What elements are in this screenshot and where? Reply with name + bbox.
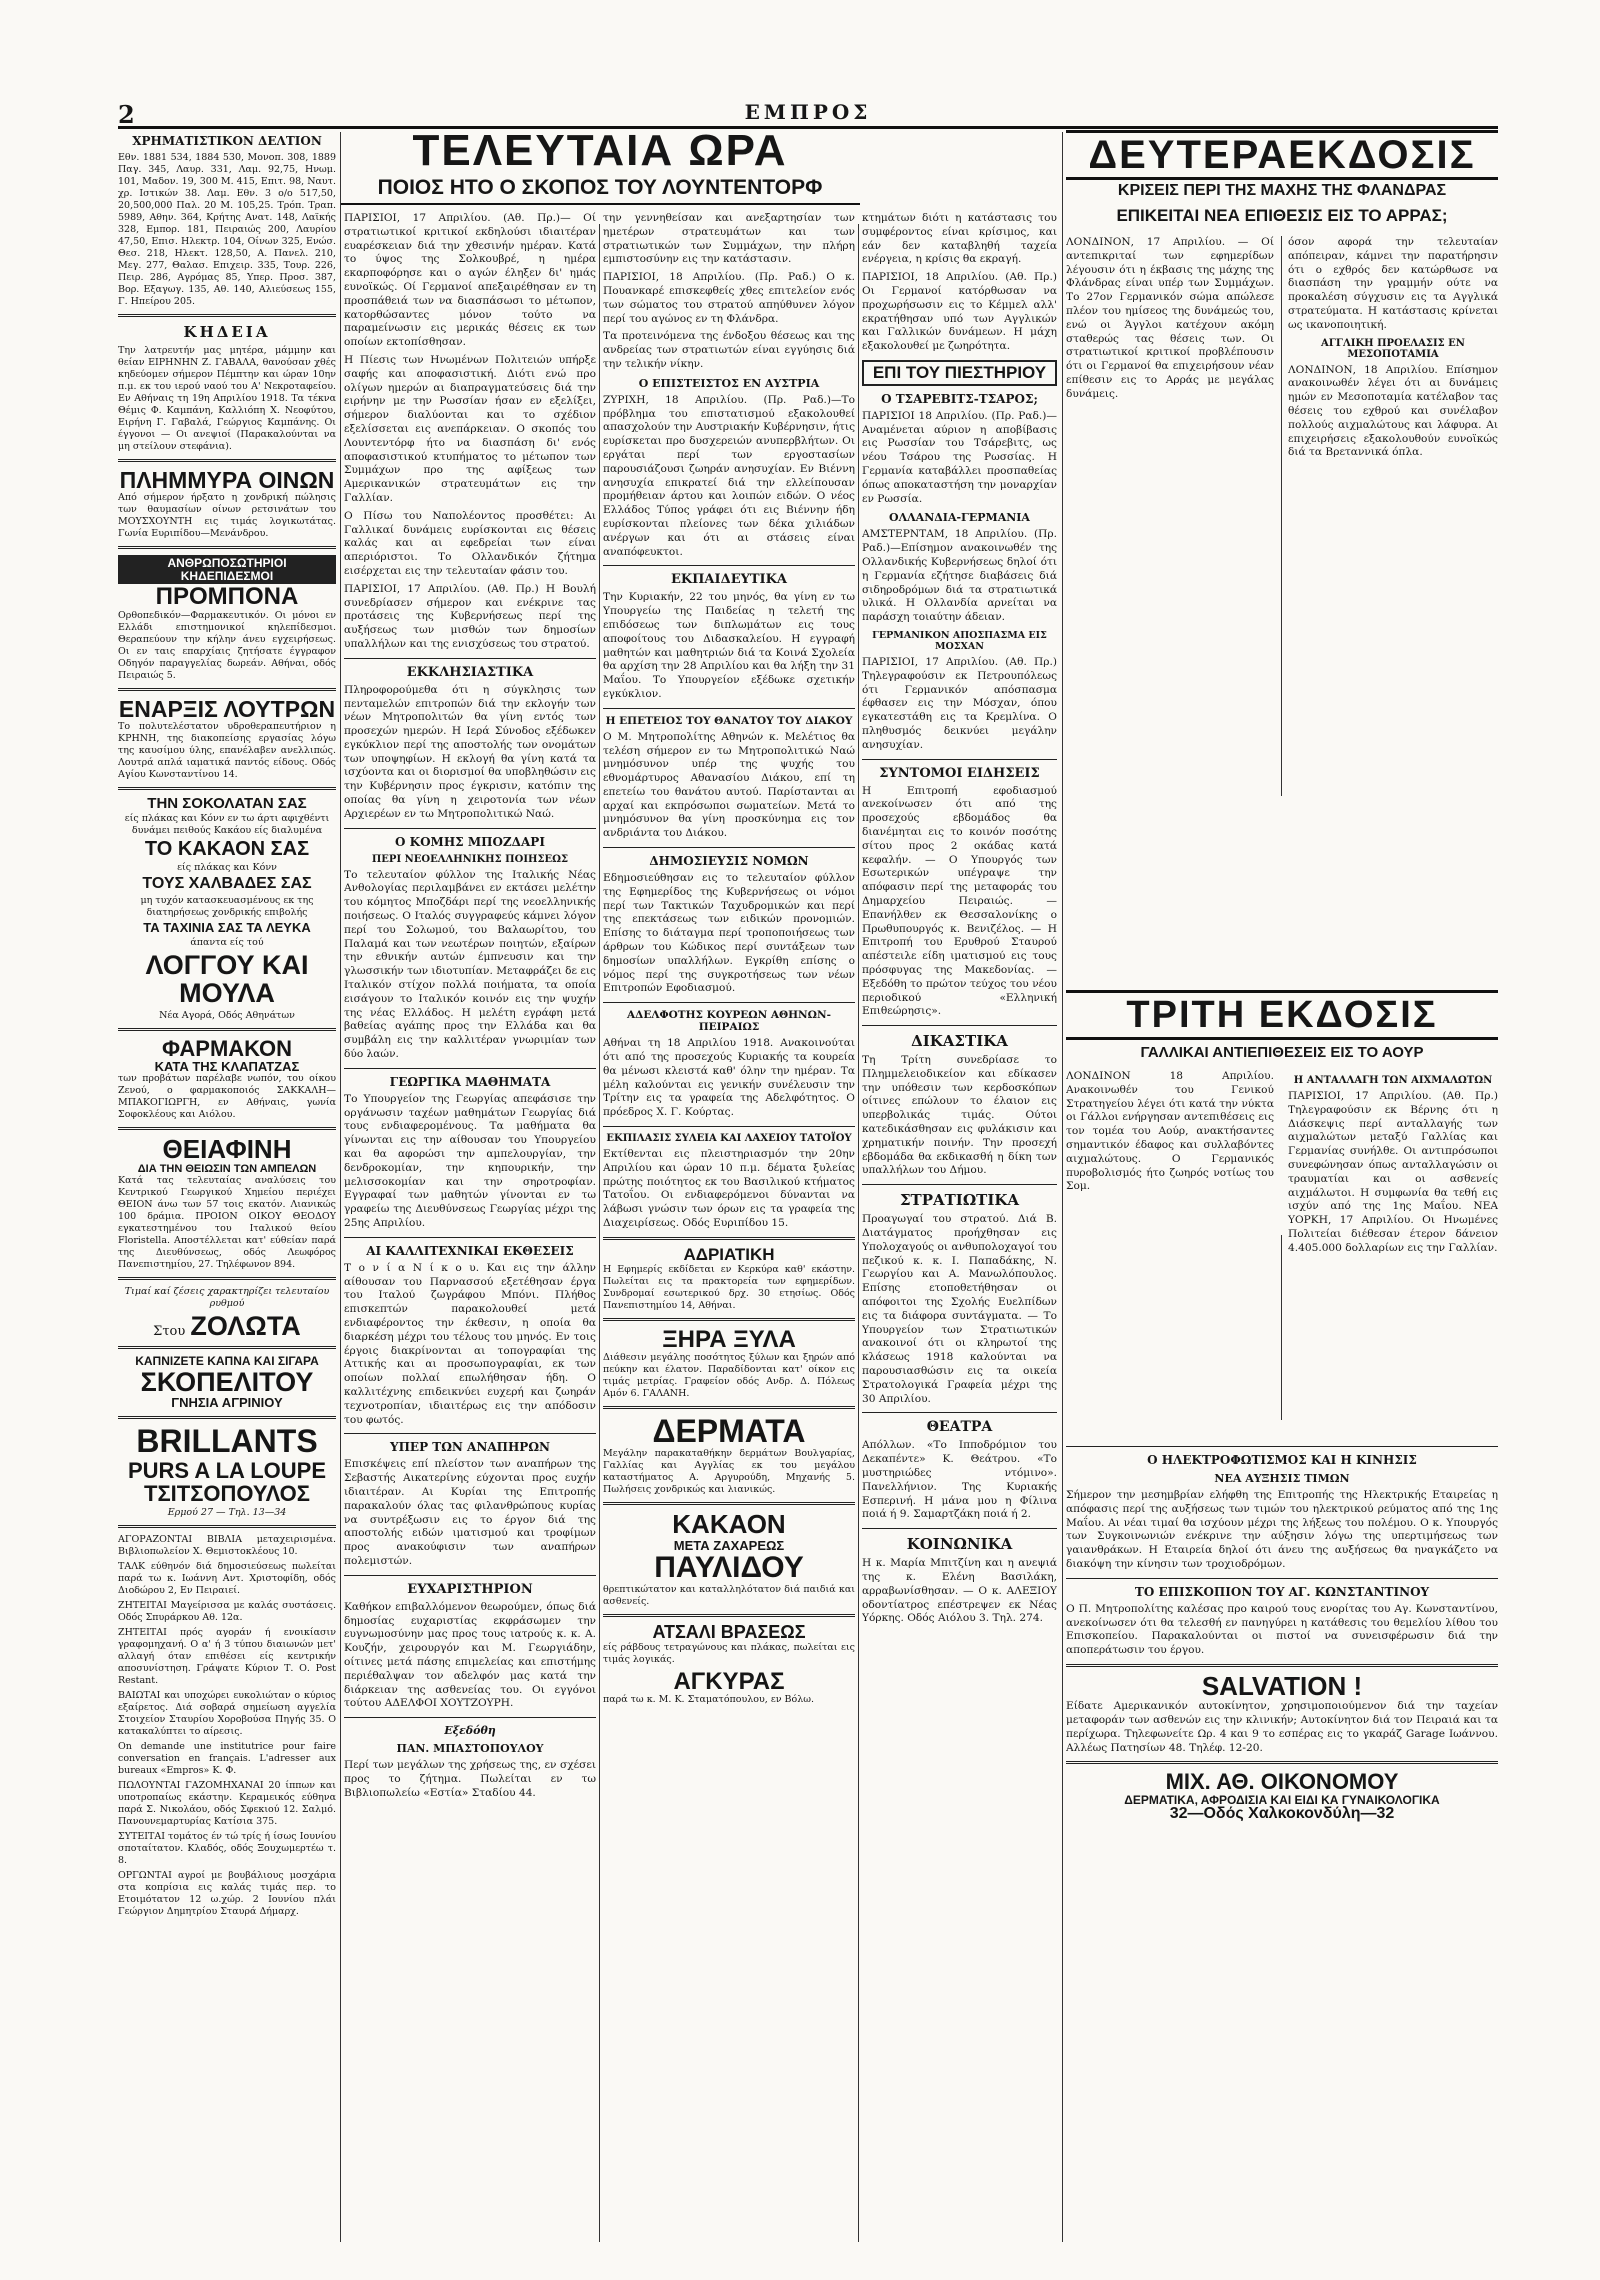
steel-text: είς ράβδους τετραγώνους και πλάκας, πωλείται εις τιμάς λογικάς. [603, 1641, 855, 1665]
steel-title: ΑΤΣΑΛΙ ΒΡΑΣΕΩΣ [652, 1621, 806, 1642]
classified-ad: ΑΓΟΡΑΖΟΝΤΑΙ ΒΙΒΛΙΑ μεταχειρισμένα. Βιβλιοπωλείον Χ. Θεμιστοκλέους 10. [118, 1533, 336, 1557]
cocoa-subtitle: ΜΕΤΑ ΖΑΧΑΡΕΩΣ [673, 1537, 785, 1553]
column-rule [1062, 132, 1063, 2242]
column-rule [858, 224, 859, 2242]
zolota-ad [118, 1312, 336, 1340]
church-text: Πληροφορούμεθα ότι η σύγκλησις των πενταμελών επιτροπών διά την εκλογήν των νέων Μητροπολιτών θα γίνη εντός των προσεχών ημερών. Η Ιερά Σύνοδος εξέδωκεν εγκύκλιον περί της αποστολής των ονομάτων των υποψηφίων. Η εκλογή θα γίνη κατά τα ισχύοντα και οι διορισμοί θα υποβληθώσιν εις την Κυβέρνησιν προς έγκρισιν, κατόπιν της οποίας θα γίνη η χειροτονία των νέων Αρχιερέων εν τω Μητροπολιτικώ Ναώ. [344, 683, 596, 820]
brief-text: Η Επιτροπή εφοδιασμού ανεκοίνωσεν ότι από της προσεχούς εβδομάδος θα διανέμηται εις το κοινόν ποσότης σίτου προς 2 οκάδας κατά κεφαλήν. — Ο Υπουργός των Εσωτερικών υπέγραψε την απόφασιν περί της μεταφοράς του Δημαρχείου Πειραιώς. — Επανήλθεν εκ Θεσσαλονίκης ο Πρωθυπουργός κ. Βενιζέλος. — Η Επιτροπή του Ερυθρού Σταυρού απέστειλε είδη ιματισμού εις τους πρόσφυγας της Μακεδονίας. — Εξεδόθη το πρώτον τεύχος του νέου περιοδικού «Ελληνική Επιθεώρησις». [862, 784, 1057, 1018]
masthead [118, 100, 1498, 129]
sulfur-text: Κατά τας τελευταίας αναλύσεις του Κεντρικού Γεωργικού Χημείου περιέχει ΘΕΙΟΝ άνω των 57 τοις εκατόν. Λιανικώς 100 δράμια. ΠΡΟΙΟΝ ΟΙΚΟΥ ΘΕΟΔΟΥ εγκατεστημένου του Ιταλικού θείου Floristella. Αποστέλλεται κατ' εύθείαν παρά της Διευθύνσεως, οδός Λεωφόρος Πανεπιστημίου, 27. Τηλέφωνον 894. [118, 1175, 336, 1271]
thanks-title: ΕΥΧΑΡΙΣΤΗΡΙΟΝ [407, 1581, 533, 1597]
sulfur-title: ΘΕΙΑΦΙΝΗ [162, 1134, 292, 1165]
social-title: ΚΟΙΝΩΝΙΚΑ [906, 1535, 1013, 1554]
funeral-text: Την λατρευτήν μας μητέρα, μάμμην και θείαν ΕΙΡΗΝΗΝ Ζ. ΓΑΒΑΛΑ, θανούσαν χθές κηδεύομεν σήμερον Πέμπτην και ώραν 10ην π.μ. εκ του ιερού ναού του Α' Νεκροταφείου. Εν Αθήναις τη 19η Απριλίου 1918. Τα τέκνα Θέμις Φ. Καμπάνη, Καλλιόπη Χ. Νεοφύτου, Ειρήνη Γ. Γαβαλά, Γεώργιος Καμπάνης. Οι έγγονοι — Οι ανεψιοί (Παρακαλούνται να μη στείλουν στεφάνια). [118, 345, 336, 452]
choc-line-1: ΤΗΝ ΣΟΚΟΛΑΤΑΝ ΣΑΣ [147, 794, 307, 812]
leather-title: ΔΕΡΜΑΤΑ [652, 1412, 806, 1449]
choc-line-5: ΛΟΓΓΟΥ ΚΑΙ ΜΟΥΛΑ [145, 949, 309, 1009]
art-title: ΑΙ ΚΑΛΛΙΤΕΧΝΙΚΑΙ ΕΚΘΕΣΕΙΣ [366, 1243, 574, 1258]
military-text: Προαγωγαί του στρατού. Διά Β. Διατάγματος προήχθησαν εις Υπολοχαγούς οι ανθυπολοχαγοί του πεζικού κ. κ. Ι. Παπαδάκης, Ν. Γεωργίου και Α. Μανωλόπουλος. Επίσης ετοποθετήθησαν οι απόφοιτοι της Σχολής Ευελπίδων εις τα διάφορα συντάγματα. — Το Υπουργείον των Στρατιωτικών ανακοινοί ότι οι κληρωτοί της κλάσεως 1918 καλούνται να παρουσιασθώσιν εις τα οικεία Στρατολογικά Γραφεία μέχρι της 30 Απριλίου. [862, 1213, 1057, 1405]
classified-ad: ΖΗΤΕΙΤΑΙ πρός αγοράν ή ενοικίασιν γραφομηχανή. Ο α' ή 3 τύπου διαιωνών μετ' αλλαγή όταν επιθέσει είς κεντρικήν αποσυνίστηση. Γράψατε Κύριον Τ. Ο. Post Restant. [118, 1626, 336, 1686]
cocoa-title: ΚΑΚΑΟΝ [672, 1509, 786, 1540]
theatres-title: ΘΕΑΤΡΑ [926, 1419, 993, 1436]
choc-line-2-sub: είς πλάκας και Κόνν [177, 862, 277, 874]
salvation-text: Είδατε Αμερικανικόν αυτοκίνητον, χρησιμοποιούμενον διά την ταχείαν μεταφοράν των ασθενών εις την κλινικήν; Αυτοκίνητον διά τον Πειραιά και τα περίχωρα. Τηλεφωνείτε Ωρ. 4 και 9 το εσπέρας εις το γκαράζ Garage Ιωάννου. Αλλέως Πατησίων 48. Τηλέφ. 12-20. [1066, 1700, 1498, 1754]
holland-title: ΟΛΛΑΝΔΙΑ-ΓΕΡΜΑΝΙΑ [889, 511, 1030, 525]
second-edition-banner: ΔΕΥΤΕΡΑΕΚΔΟΣΙΣ [1066, 130, 1498, 180]
column-5-middle [1066, 1070, 1498, 1430]
news-dispatch: ΠΑΡΙΣΙΟΙ, 17 Απριλίου. (Αθ. Πρ.)— Οί στρατιωτικοί κριτικοί εκδηλούσι ιδιαιτέραν ευαρέσκειαν διά την χθεσινήν ημέραν. Κατά το ύψος της Σολκουβρέ, η ημέρα εκαρποφόρησε και ο αγών έληξεν δι' ημάς ευνοϊκώς. Οί Γερμανοί απεξαιρέθησαν εν τη προσπάθειά των να διασπάσωσι το μέτωπον, κατορθώσαντες μόνον τούτο να παραμείνωσιν εις μερικάς θέσεις εκ των οποίων εκτοπίσθησαν. [344, 212, 596, 349]
edu-text: Την Κυριακήν, 22 του μηνός, θα γίνη εν τω Υπουργείω της Παιδείας η τελετή της επιδόσεως των διπλωμάτων εις τους αποφοίτους του Διδασκαλείου. Η εγγραφή μαθητών και μαθητριών διά τα Κοινά Σχολεία θα αρχίση την 28 Απριλίου και θα λήξη την 31 Μαΐου. Το Υπουργείον εξέδωκε σχετικήν εγκύκλιον. [603, 591, 855, 700]
finance-text: Εθν. 1881 534, 1884 530, Μονοπ. 308, 1889 Παγ. 345, Λαυρ. 331, Λαμ. 92,75, Ηνωμ. 101, Μαδον. 19, 300 Μ. 415, Επιτ. 98, Ναυτ. χρ. Ιστικών 38. Λαμ. Εθν. 3 ο/ο 517,50, 20,500,000 Παλ. 20 Μ. 105,25. Τρόπ. Τραπ. 5989, Αθην. 364, Κρήτης Ανατ. 148, Λαϊκής 328, Εμπορ. 181, Πειραιώς 200, Λαυρίου 47,50, Επισ. Ηλεκτρ. 104, Οίνων 325, Ενώσ. Θεσ. 218, Ηλεκτ. 128,50, Α. Πανελ. 210, Μεγ. 277, Θαλασ. Επιχειρ. 335, Τουρ. 226, Πειρ. 286, Αγρόμας 85, Υπερ. Προσ. 387, Βορ. Εξαγωγ. 135, Αθ. 140, Αλιεύσεως 155, Γ. Ηπείρου 205. [118, 152, 336, 307]
feast-title: ΤΟ ΕΠΙΣΚΟΠΙΟΝ ΤΟΥ ΑΓ. ΚΩΝΣΤΑΝΤΙΝΟΥ [1134, 1584, 1430, 1599]
pharmacy-subtitle: ΚΑΤΑ ΤΗΣ ΚΛΑΠΑΤΖΑΣ [154, 1058, 300, 1074]
news-dispatch: ΠΑΡΙΣΙΟΙ, 18 Απριλίου. (Αθ. Πρ.) Οι Γερμανοί κατόρθωσαν να προχωρήσωσιν εις το Κέμμελ αλλ' εκρατήθησαν υπό των Αγγλικών και Γαλλικών δυνάμεων. Η μάχη εξακολουθεί με ζωηρότητα. [862, 271, 1057, 353]
cigarettes-title: ΚΑΠΝΙΖΕΤΕ ΚΑΠΝΑ ΚΑΙ ΣΙΓΑΡΑ [135, 1354, 319, 1369]
leather-text: Μεγάλην παρακαταθήκην δερμάτων Βουλγαρίας, Γαλλίας και Αγγλίας εκ του μεγάλου καταστήματος Α. Αργυρούδη, Μηχανής 5. Πωλήσεις χονδρικώς και λιανικώς. [603, 1448, 855, 1496]
cocoa-name: ΠΑΥΛΙΔΟΥ [654, 1551, 804, 1585]
doctor-name: ΜΙΧ. ΑΘ. ΟΙΚΟΝΟΜΟΥ [1165, 1769, 1399, 1795]
laws-text: Εδημοσιεύθησαν εις το τελευταίον φύλλον της Εφημερίδος της Κυβερνήσεως οι νόμοι περί των Τακτικών Ταχυδρομικών και περί της επεκτάσεως των ειδικών προνομιών. Επίσης το διάταγμα περί τροποποιήσεως των άρθρων του Κώδικος περί συντάξεων των δημοσίων υπαλλήλων. Εγκρίθη επίσης ο νόμος περί της συγκροτήσεως των νέων Επιτροπών Εφοδιασμού. [603, 872, 855, 995]
press-box [862, 360, 1057, 386]
brillants-line-2: PURS A LA LOUPE [127, 1457, 326, 1483]
column-5-top [1066, 236, 1498, 796]
choc-line-3-sub: μη τυχόν κατασκευασμένους εκ της διατηρήσεως χονδρικής επιβολής [140, 895, 314, 919]
doctor-specialty: ΔΕΡΜΑΤΙΚΑ, ΑΦΡΟΔΙΣΙΑ ΚΑΙ ΕΙΔΙ ΚΑ ΓΥΝΑΙΚΟΛΟΓΙΚΑ [1124, 1792, 1440, 1807]
orphans-title: ΥΠΕΡ ΤΩΝ ΑΝΑΠΗΡΩΝ [390, 1440, 550, 1455]
choc-line-1-sub: είς πλάκας και Κόνν εν τω άρτι αφιχθέντι δυνάμει πειθούς Κακάου είς διαλυμένα [124, 813, 330, 837]
column-3 [603, 212, 855, 2242]
press-title: ΕΠΙ ΤΟΥ ΠΙΕΣΤΗΡΙΟΥ [872, 362, 1047, 382]
page-number: 2 [118, 100, 135, 129]
classified-ad: ΣΥΤΕΙΤΑΙ τομάτος έν τώ τρίς ή ίσως Ιουνίου σποταίτατον. Κλαδός, οδός Ξουχωμερτέω τ. 8. [118, 1830, 336, 1866]
military-title: ΣΤΡΑΤΙΩΤΙΚΑ [899, 1191, 1020, 1210]
orphans-text: Επισκέψεις επί πλείστον των αναπήρων της Σεβαστής Αικατερίνης εύχονται προς ευχήν ιδιαιτέραν. Αι Κυρίαι της Επιτροπής παρακαλούν όλας τας φιλανθρώπους κυρίας να συντρέξωσιν εις το έργον διά της αποστολής ειδών ιματισμού και τροφίμων προς ανακούφισιν των αναπήρων πολεμιστών. [344, 1458, 596, 1567]
lottery-text: Εκτίθενται εις πλειστηριασμόν την 20ην Απριλίου και ώραν 10 π.μ. δέματα ξυλείας πρώτης ποιότητος εκ του Βασιλικού κτήματος Τατοΐου. Οι ενδιαφερόμενοι δύνανται να λάβωσι γνώσιν των όρων εις τα γραφεία της Διαχειρίσεως. Οδός Ευριπίδου 15. [603, 1148, 855, 1230]
pharmacy-title: ΦΑΡΜΑΚΟΝ [161, 1035, 293, 1061]
salvation-title: SALVATION ! [1201, 1670, 1363, 1701]
third-edition-lead: ΛΟΝΔΙΝΟΝ 18 Απριλίου. Ανακοινωθέν του Γενικού Στρατηγείου λέγει ότι κατά την νύκτα οι Γάλλοι ενήργησαν αντεπιθέσεις εις τον τομέα του Αούρ, ανακτήσαντες σημαντικόν έδαφος και συλλαβόντες αιχμαλώτους. Ο Γερμανικός πυροβολισμός ήτο ζωηρός νοτίως του Σομ. [1066, 1070, 1274, 1193]
agri-text: Το Υπουργείον της Γεωργίας απεφάσισε την οργάνωσιν ταχέων μαθημάτων Γεωργίας διά τους ενδιαφερομένους. Τα μαθήματα θα γίνωνται εις την αίθουσαν του Υπουργείου και θα αφορώσι την αμπελουργίαν, την δενδροκομίαν, την κηπουρικήν, την μελισσοκομίαν και την σηροτροφίαν. Εγγραφαί των μαθητών γίνονται εν τω γραφείω της Διευθύνσεως Γεωργίας μέχρι της 25ης Απριλίου. [344, 1092, 596, 1229]
classified-ad: ΖΗΤΕΙΤΑΙ Μαγείρισσα με καλάς συστάσεις. Οδός Σπυράρκου Αθ. 12α. [118, 1599, 336, 1623]
publisher-text: Περί των μεγάλων της χρήσεως της, εν σχέσει προς το ζήτημα. Πωλείται εν τω Βιβλιοπωλείω «Εστία» Σταδίου 44. [344, 1759, 596, 1799]
church-title: ΕΚΚΛΗΣΙΑΣΤΙΚΑ [406, 664, 534, 680]
news-dispatch: Η Πίεσις των Ηνωμένων Πολιτειών υπήρξε σαφής και αποφασιστική. Διότι ενώ προ ολίγων ημερών αι διαπραγματεύσεις διά την ειρήνην με την Ρωσσίαν ήσαν εν εξελίξει, σήμερον διαλύονται και το σχέδιον εξελίσσεται εις ανεπάρκειαν. Ο σκοπός του Λουντεντόρφ ήτο να διασπάση δι' ενός αποφασιστικού κτυπήματος το μέτωπον των Συμμάχων προ της αφίξεως των Αμερικανικών στρατευμάτων εις την Γαλλίαν. [344, 353, 596, 504]
holland-text: ΑΜΣΤΕΡΝΤΑΜ, 18 Απριλίου. (Πρ. Ραδ.)—Επίσημον ανακοινωθέν της Ολλανδικής Κυβερνήσεως δηλοί ότι η Γερμανία εζήτησε διαβάσεις διά σιδηροδρόμων διά τα στρατιωτικά υλικά. Η Ολλανδία αρνείται να παράσχη τοιαύτην άδειαν. [862, 528, 1057, 624]
news-dispatch: κτημάτων διότι η κατάστασις του συμφέροντος είναι κρίσιμος, και εάν δεν καταβληθή ταχεία ενέργεια, η κρίσις θα εκραγή. [862, 212, 1057, 266]
electric-title: Ο ΗΛΕΚΤΡΟΦΩΤΙΣΜΟΣ ΚΑΙ Η ΚΙΝΗΣΙΣ [1147, 1453, 1417, 1467]
classified-ad: ΒΑΙΩΤΑΙ και υποχώρει ευκολιώταν ο κύριος εξαίρετος. Διά σοβαρά σημείωση αγγελία Στοιχείον Σταυρίου Χοροβούσα Πηγής 35. Ο κατακαλύπτει το αίρεσις. [118, 1689, 336, 1737]
zolota-at: Στου [153, 1324, 186, 1340]
third-edition-sub: ΓΑΛΛΙΚΑΙ ΑΝΤΙΕΠΙΘΕΣΕΙΣ ΕΙΣ ΤΟ ΑΟΥΡ [1140, 1044, 1424, 1061]
sulfur-subtitle: ΔΙΑ ΤΗΝ ΘΕΙΩΣΙΝ ΤΩΝ ΑΜΠΕΛΩΝ [137, 1162, 317, 1175]
brillants-line-1: BRILLANTS [136, 1423, 318, 1460]
electric-text: Σήμερον την μεσημβρίαν ελήφθη της Επιτροπής της Ηλεκτρικής Εταιρείας η απόφασις περί της αυξήσεως των τιμών του ηλεκτρικού ρεύματος από της 1ης Μαΐου. Αι νέαι τιμαί θα ισχύουν μέχρι της λήξεως του πολέμου. Ο κ. Υπουργός των Συγκοινωνιών ενέκρινε την αύξησιν λόγω της υπερτιμήσεως των γαιανθράκων. Η Εταιρεία δηλοί ότι άνευ της αυξήσεως θα ηναγκάζετο να διακόψη την κίνησιν των τροχιοδρόμων. [1066, 1489, 1498, 1570]
theatres-text: Απόλλων. «Το Ιπποδρόμιον του Δεκαπέντε» Κ. Θεάτρου. «Το μυστηριώδες ντόμινο». Πανελλήνιον. Της Κυριακής Εσπερινή. Η μάνα μου η Φίλινα ποιά ή 9. Σαμαρτζάκη ποιά ή 2. [862, 1439, 1057, 1521]
mpozdari-subtitle: ΠΕΡΙ ΝΕΟΕΛΛΗΝΙΚΗΣ ΠΟΙΗΣΕΩΣ [371, 853, 569, 865]
news-dispatch: ΠΑΡΙΣΙΟΙ, 17 Απριλίου. (Αθ. Πρ.) Η Βουλή συνεδρίασεν σήμερον και ενέκρινε τας προτάσεις της Κυβερνήσεως περί της αυξήσεως των μισθών των δημοσίων υπαλλήλων και της ενισχύσεως του στρατού. [344, 582, 596, 650]
social-text: Η κ. Μαρία Μπιτζίνη και η ανεψιά της κ. Ελένη Βασιλάκη, αρραβωνίσθησαν. — Ο κ. ΑΛΕΞΙΟΥ οδοντίατρος επέστρεψεν εκ Νέας Υόρκης. Οδός Αιόλου 3. Τηλ. 274. [862, 1557, 1057, 1625]
classified-ad: ΟΡΓΩΝΤΑΙ αγροί με βουβάλιους μοσχάρια στα κοπρίσια εις καλάς τιμάς περ. το Ετοιμότατον 12 ω.χώρ. 2 Ιουνίου πλάι Γεώργιον Δημητρίου Σταυρά Δήμαρχ. [118, 1869, 336, 1917]
diakos-text: Ο Μ. Μητροπολίτης Αθηνών κ. Μελέτιος θα τελέση σήμερον εν τω Μητροπολιτικώ Ναώ μνημόσυνον υπέρ της ψυχής του εθνομάρτυρος Αθανασίου Διάκου, επί τη επετείω του θανάτου αυτού. Παρίστανται αι αρχαί και εκπρόσωποι σωματείων. Μετά το μνημόσυνον θα γίνη προσκύνημα εις τον ανδριάντα του Διάκου. [603, 730, 855, 840]
steel-brand: ΑΓΚΥΡΑΣ [673, 1667, 785, 1695]
last-hour-banner: ΤΕΛΕΥΤΑΙΑ ΩΡΑ [412, 126, 788, 175]
brotherhood-title: ΑΔΕΛΦΟΤΗΣ ΚΟΥΡΕΩΝ ΑΘΗΝΩΝ-ΠΕΙΡΑΙΩΣ [627, 1009, 831, 1034]
court-title: ΔΙΚΑΣΤΙΚΑ [911, 1032, 1008, 1051]
art-text: Τ ο ν ί α Ν ί κ ο υ. Και εις την άλλην αίθουσαν του Παρνασσού εξετέθησαν έργα του Ιταλού ζωγράφου Μπόνι. Πλήθος επισκεπτών παρακολουθεί μετά ενδιαφέροντος την έκθεσιν, η οποία θα διαρκέση μέχρι του τέλους του μηνός. Εν τοις έργοις διακρίνονται αι τοπογραφίαι της Αττικής και αι προσωπογραφίαι, εκ των οποίων πολλαί επωλήθησαν ήδη. Ο καλλιτέχνης επιδεικνύει ευχερή και ζωηράν τεχνοτροπίαν, ιδιαιτέρως εις την απόδοσιν του φωτός. [344, 1261, 596, 1426]
doctor-address: 32—Οδός Χαλκοκονδύλη—32 [1169, 1805, 1395, 1823]
news-dispatch: την γεννηθείσαν και ανεξαρτησίαν των ημετέρων στρατευμάτων και των στρατιωτικών των Συμμάχων, την πλήρη εμπιστοσύνην εις την κατάστασιν. [603, 212, 855, 266]
column-rule [340, 132, 341, 2242]
moscow-title: ΓΕΡΜΑΝΙΚΟΝ ΑΠΟΣΠΑΣΜΑ ΕΙΣ ΜΟΣΧΑΝ [872, 629, 1047, 652]
press-subtitle: Ο ΤΣΑΡΕΒΙΤΣ-ΤΣΑΡΟΣ; [881, 391, 1038, 406]
electric-subtitle: ΝΕΑ ΑΥΞΗΣΙΣ ΤΙΜΩΝ [1214, 1472, 1350, 1485]
mesopotamia-title: ΑΓΓΛΙΚΗ ΠΡΟΕΛΑΣΙΣ ΕΝ ΜΕΣΟΠΟΤΑΜΙΑ [1321, 337, 1465, 360]
cocoa-text: θρεπτικώτατον και καταλληλότατον διά παιδιά και ασθενείς. [603, 1583, 855, 1607]
court-text: Τη Τρίτη συνεδρίασε το Πλημμελειοδικείον και εδίκασεν την υπόθεσιν των κερδοσκόπων οίτινες επώλουν το έλαιον εις υπερβολικάς τιμάς. Ούτοι κατεδικάσθησαν εις φυλάκισιν και χρηματικήν ποινήν. Την προσεχή εβδομάδα θα εκδικασθή η δίκη των υπαλλήλων του Δήμου. [862, 1054, 1057, 1177]
zolota-pre: Τιμαί καί ζέσεις χαρακτηρίζει τελευταίου ρυθμού [124, 1286, 330, 1310]
thanks-text: Καθήκον επιβαλλόμενον θεωρούμεν, όπως διά δημοσίας ευχαριστίας εκφράσωμεν την ευγνωμοσύνην μας προς τους ιατρούς κ. κ. Α. Κουζήν, χειρουργόν και Μ. Γεωργιάδην, οίτινες μετά πάσης επιμελείας και επιστήμης περιέθαλψαν τον αδελφόν μας κατά την διάρκειαν της ασθενείας του. Οι εγγόνοι τούτου ΑΔΕΛΦΟΙ ΧΟΥΤΖΟΥΡΗ. [344, 1600, 596, 1710]
column-2 [344, 212, 596, 2242]
brillants-line-3: ΤΣΙΤΣΟΠΟΥΛΟΣ [144, 1480, 310, 1506]
prisoners-text: ΠΑΡΙΣΙΟΙ, 17 Απριλίου. (Αθ. Πρ.) Τηλεγραφούσιν εκ Βέρνης ότι η Διάσκεψις περί ανταλλαγής των αιχμαλώτων μεταξύ Γαλλίας και Γερμανίας συνήλθε. Οι αντιπρόσωποι συνεφώνησαν όπως ανταλλαγώσιν οι τραυματίαι και οι ασθενείς αιχμάλωτοι. Η συμφωνία θα τεθή εις ισχύν από της 1ης Μαΐου. ΝΕΑ ΥΟΡΚΗ, 17 Απριλίου. Οι Ηνωμένες Πολιτείαι διέθεσαν έτερον δάνειον 4.405.000 δολλαρίων εις την Γαλλίαν. [1288, 1090, 1498, 1254]
orthopedic-text: Ορθοπεδικόν—Φαρμακευτικόν. Οι μόνοι εν Ελλάδι επιστημονικοί κηλεπίδεσμοι. Θεραπεύουν την κήλην άνευ εγχειρήσεως. Οι εν ταις επαρχίαις ζητήσατε έγγραφον Οδηγόν παραγγελίας δωρεάν. Αθήναι, οδός Πειραιώς 5. [118, 609, 336, 681]
news-dispatch: Ο Πίσω του Ναπολέοντος προσθέτει: Αι Γαλλικαί δυνάμεις ευρίσκονται εις θέσεις καλάς και αι εφεδρείαι των είναι απεριόριστοι. Το Ολλανδικόν ζήτημα εισέρχεται εις την τελευταίαν φάσιν του. [344, 509, 596, 577]
cigarettes-name: ΣΚΟΠΕΛΙΤΟΥ [140, 1367, 314, 1398]
second-edition-continued: όσον αφορά την τελευταίαν απόπειραν, κάμνει την παρατήρησιν ότι ο εχθρός δεν κατώρθωσε να διασπάση την γραμμήν ούτε να προκαλέση σύγχυσιν εις τα Αγγλικά στρατεύματα. Η κατάστασις κρίνεται ως ικανοποιητική. [1288, 236, 1498, 331]
column-4 [862, 212, 1057, 2242]
paper-name: ΕΜΠΡΟΣ [744, 100, 872, 124]
agri-title: ΓΕΩΡΓΙΚΑ ΜΑΘΗΜΑΤΑ [389, 1074, 551, 1089]
laws-title: ΔΗΜΟΣΙΕΥΣΙΣ ΝΟΜΩΝ [649, 854, 809, 869]
choc-line-5-sub: Νέα Αγορά, Οδός Αθηνάτων [159, 1009, 295, 1021]
news-dispatch: Τα προτεινόμενα της ένδοξου θέσεως και της ανδρείας των στρατιωτών είναι εγγύησις διά την τελικήν νίκην. [603, 330, 855, 370]
brotherhood-text: Αθήναι τη 18 Απριλίου 1918. Ανακοινούται ότι από της προσεχούς Κυριακής τα κουρεία θα μένωσι κλειστά καθ' όλην την ημέραν. Τα μέλη καλούνται εις γενικήν συνέλευσιν την Τρίτην εις τα γραφεία της Αδελφότητος. Ο πρόεδρος Χ. Γ. Κούρτας. [603, 1037, 855, 1119]
mpozdari-text: Το τελευταίον φύλλον της Ιταλικής Νέας Ανθολογίας περιλαμβάνει εν εκτάσει μελέτην του κόμητος Μποζδάρι περί της νεοελληνικής ποιήσεως. Ο Ιταλός συγγραφεύς κάμνει λόγον περί του Σολωμού, του Βαλαωρίτου, του Παλαμά και των νεωτέρων ποιητών, εξαίρων την εθνικήν αυτών έμπνευσιν και την γλωσσικήν των ιδιοτυπίαν. Μεταφράζει δε εις Ιταλικόν στίχον πολλά ποιήματα, τα οποία εισάγουν το Ιταλικόν κοινόν εις την ψυχήν της νέας Ελλάδος. Η μελέτη εγράφη μετά βαθείας αγάπης προς την Ελλάδα και θα συμβάλη εις την καλλιτέραν γνωριμίαν των δύο λαών. [344, 868, 596, 1061]
brillants-address: Ερμού 27 — Τηλ. 13—34 [167, 1506, 287, 1518]
choc-line-3: ΤΟΥΣ ΧΑΛΒΑΔΕΣ ΣΑΣ [142, 875, 312, 893]
column-rule [599, 224, 600, 2242]
orthopedic-title: ΑΝΘΡΩΠΟΣΩΤΗΡΙΟΙ ΚΗΔΕΠΙΔΕΣΜΟΙ [118, 555, 336, 584]
column-5-bottom [1066, 1440, 1498, 2242]
prisoners-title: Η ΑΝΤΑΛΛΑΓΗ ΤΩΝ ΑΙΧΜΑΛΩΤΩΝ [1293, 1075, 1493, 1086]
cigarettes-subtitle: ΓΝΗΣΙΑ ΑΓΡΙΝΙΟΥ [171, 1395, 283, 1411]
austria-title: Ο ΕΠΙΣΤΕΙΣΤΟΣ ΕΝ ΑΥΣΤΡΙΑ [638, 376, 820, 390]
wood-title: ΞΗΡΑ ΞΥΛΑ [662, 1325, 796, 1353]
wood-text: Διάθεσιν μεγάλης ποσότητος ξύλων και ξηρών από πεύκην και έλατον. Παραδίδονται κατ' οίκον εις τιμάς μετρίας. Γραφείον οδός Ανδρ. Δ. Πόλεως Αμόν 6. ΓΑΛΑΝΗ. [603, 1351, 855, 1399]
classified-ad: ΠΩΛΟΥΝΤΑΙ ΓΑΖΟΜΗΧΑΝΑΙ 20 ίππων και υποτροπαίως εκάστην. Κεραμεικός εύθηνα παρά Σ. Νικολάου, οδός Σφεκιού 12. Σαλμό. Πανουνεμαρτυρίας Κατίσια 375. [118, 1779, 336, 1827]
last-hour-subhead: ΠΟΙΟΣ ΗΤΟ Ο ΣΚΟΠΟΣ ΤΟΥ ΛΟΥΝΤΕΝΤΟΡΦ [340, 176, 860, 205]
funeral-title: ΚΗΔΕΙΑ [183, 323, 271, 341]
wine-title: ΠΛΗΜΜΥΡΑ ΟΙΝΩΝ [119, 467, 335, 493]
zolota-title: ΖΟΛΩΤΑ [190, 1311, 301, 1342]
finance-title: ΧΡΗΜΑΤΙΣΤΙΚΟΝ ΔΕΛΤΙΟΝ [132, 134, 322, 148]
second-edition-lead: ΛΟΝΔΙΝΟΝ, 17 Απριλίου. — Οί αντεπικριταί των εφημερίδων λέγουσιν ότι η έκβασις της μάχης της Φλάνδρας είναι υπέρ των Συμμάχων. Το 27ον Γερμανικόν σώμα απώλεσε πλέον του ημίσεος της δυνάμεώς του, ενώ οι Άγγλοι κατέχουν ακόμη σταθερώς τας θέσεις των. Οι στρατιωτικοί κριτικοί προβλέπουσιν ότι οι Γερμανοί θα επιχειρήσουν νέαν επίθεσιν εις το Αρράς με μεγάλας δυνάμεις. [1066, 236, 1274, 400]
austria-text: ΖΥΡΙΧΗ, 18 Απριλίου. (Πρ. Ραδ.)—Το πρόβλημα του επιστατισμού εξακολουθεί απασχολούν την Αυστριακήν Κυβέρνησιν, ήτις ευρίσκεται προ δυσχερειών ανυπερβλήτων. Οι εργάται περί των εργοστασίων παρουσιάζουσι ζωηράν ανησυχίαν. Εν Βιέννη ανησυχία επικρατεί διά την ελλείπουσαν προμήθειαν άρτου και λοιπών ειδών. Ο νέος Ελλάδος Τύπος γράφει ότι εις Βιέννην ήδη ευρίσκονται πλείονες των δέκα χιλιάδων ανέργων και ότι αι στάσεις είναι αναπόφευκτοι. [603, 393, 855, 558]
feast-text: Ο Π. Μητροπολίτης καλέσας προ καιρού τους ενορίτας του Αγ. Κωνσταντίνου, ανεκοίνωσεν ότι θα τελεσθή εν πανηγύρει η κατάθεσις του θεμελίου λίθου του Επισκοπείου. Παρακαλούνται οι πιστοί να συνεισφέρωσιν διά την αποπεράτωσιν του έργου. [1066, 1602, 1498, 1657]
classified-ad: ΤΑΛΚ εύθηνόν διά δημοσιεύσεως πωλείται παρά τω κ. Ιωάννη Αντ. Χριστοφίδη, οδός Διοδώρου 2, Εν Πειραιεί. [118, 1560, 336, 1596]
third-edition-banner: ΤΡΙΤΗ ΕΚΔΟΣΙΣ [1066, 990, 1498, 1040]
choc-line-4-sub: άπαντα είς τού [190, 936, 264, 948]
adriatic-text: Η Εφημερίς εκδίδεται εν Κερκύρα καθ' εκάστην. Πωλείται εις τα πρακτορεία των εφημερίδων. Συνδρομαί εσωτερικού δρχ. 30 ετησίως. Οδός Πανεπιστημίου 14, Αθήναι. [603, 1263, 855, 1311]
choc-line-2: ΤΟ ΚΑΚΑΟΝ ΣΑΣ [144, 838, 310, 861]
publisher-title: Εξεδόθη [444, 1724, 496, 1738]
baths-title: ΕΝΑΡΞΙΣ ΛΟΥΤΡΩΝ [118, 695, 336, 722]
column-1 [118, 132, 336, 2242]
wine-text: Από σήμερον ήρξατο η χονδρική πώλησις των θαυμασίων οίνων ρετσινάτων του ΜΟΥΣΧΟΥΝΤΗ εις τιμάς λογικωτάτας. Γωνία Ευριπίδου—Μενάνδρου. [118, 492, 336, 540]
adriatic-title: ΑΔΡΙΑΤΙΚΗ [683, 1244, 775, 1264]
mpozdari-title: Ο ΚΟΜΗΣ ΜΠΟΖΔΑΡΙ [395, 834, 545, 849]
steel-address: παρά τω κ. Μ. Κ. Σταματόπουλου, εν Βόλω. [603, 1693, 815, 1705]
pharmacy-text: των προβάτων παρέλαβε νωπόν, του οίκου Ζενού, ο φαρμακοποιός ΣΑΚΚΑΛΗ—ΜΠΑΚΟΓΙΩΡΓΗ, εν Αθήναις, γωνία Σοφοκλέους και Αιόλου. [118, 1073, 336, 1121]
diakos-title: Η ΕΠΕΤΕΙΟΣ ΤΟΥ ΘΑΝΑΤΟΥ ΤΟΥ ΔΙΑΚΟΥ [605, 714, 853, 727]
baths-text: Το πολυτελέστατον υδροθεραπευτήριον η ΚΡΗΝΗ, της διακοπείσης εργασίας λόγω της καυσίμου ύλης, επανέλαβεν ανελλιπώς. Λουτρά απλά ιαματικά παντός είδους. Οδός Αγίου Κωνσταντίνου 14. [118, 720, 336, 780]
news-dispatch: ΠΑΡΙΣΙΟΙ, 18 Απριλίου. (Πρ. Ραδ.) Ο κ. Πουανκαρέ επισκεφθείς χθες επιτελείον ενός των σώματος του στρατού απηύθυνεν λόγον περί του αγώνος εν τη Φλάνδρα. [603, 271, 855, 325]
publisher-name: ΠΑΝ. ΜΠΑΣΤΟΠΟΥΛΟΥ [396, 1742, 544, 1756]
second-edition-sub1: ΚΡΙΣΕΙΣ ΠΕΡΙ ΤΗΣ ΜΑΧΗΣ ΤΗΣ ΦΛΑΝΔΡΑΣ [1117, 182, 1447, 199]
second-edition-sub2: ΕΠΙΚΕΙΤΑΙ ΝΕΑ ΕΠΙΘΕΣΙΣ ΕΙΣ ΤΟ ΑΡΡΑΣ; [1116, 206, 1448, 225]
promponas-title: ΠΡΟΜΠΟΝΑ [155, 583, 299, 611]
choc-line-4: ΤΑ ΤΑΧΙΝΙΑ ΣΑΣ ΤΑ ΛΕΥΚΑ [143, 920, 311, 936]
mesopotamia-text: ΛΟΝΔΙΝΟΝ, 18 Απριλίου. Επίσημον ανακοινωθέν λέγει ότι αι δυνάμεις ημών εν Μεσοποταμία κατέλαβον τας θέσεις του εχθρού και συνέλαβον πολλούς αιχμαλώτους και λάφυρα. Αι επιχειρήσεις εξακολουθούν ευνοϊκώς διά τα Βρεταννικά όπλα. [1288, 363, 1498, 459]
press-text: ΠΑΡΙΣΙΟΙ 18 Απριλίου. (Πρ. Ραδ.)—Αναμένεται αύριον η αποβίβασις εις Ρωσσίαν του Τσάρεβιτς, ως νέου Τσάρου της Ρωσσίας. Η Γερμανία καταβάλλει προσπαθείας όπως αποκαταστήση την μοναρχίαν εν Ρωσσία. [862, 409, 1057, 505]
classified-ad: On demande une institutrice pour faire conversation en français. L'adresser aux bureaux «Empros» K. Φ. [118, 1740, 336, 1776]
edu-title: ΕΚΠΑΙΔΕΥΤΙΚΑ [670, 572, 788, 588]
brief-title: ΣΥΝΤΟΜΟΙ ΕΙΔΗΣΕΙΣ [879, 765, 1040, 781]
moscow-text: ΠΑΡΙΣΙΟΙ, 17 Απριλίου. (Αθ. Πρ.) Τηλεγραφούσιν εκ Πετρουπόλεως ότι Γερμανικόν απόσπασμα έφθασεν εις την Μόσχαν, όπου εγκατεστάθη εις τα Κρεμλίνα. Ο πληθυσμός δεικνύει μεγάλην ανησυχίαν. [862, 655, 1057, 751]
lottery-title: ΕΚΠΙΛΑΣΙΣ ΣΥΛΕΙΑ ΚΑΙ ΛΑΧΕΙΟΥ ΤΑΤΟΪΟΥ [606, 1133, 852, 1145]
